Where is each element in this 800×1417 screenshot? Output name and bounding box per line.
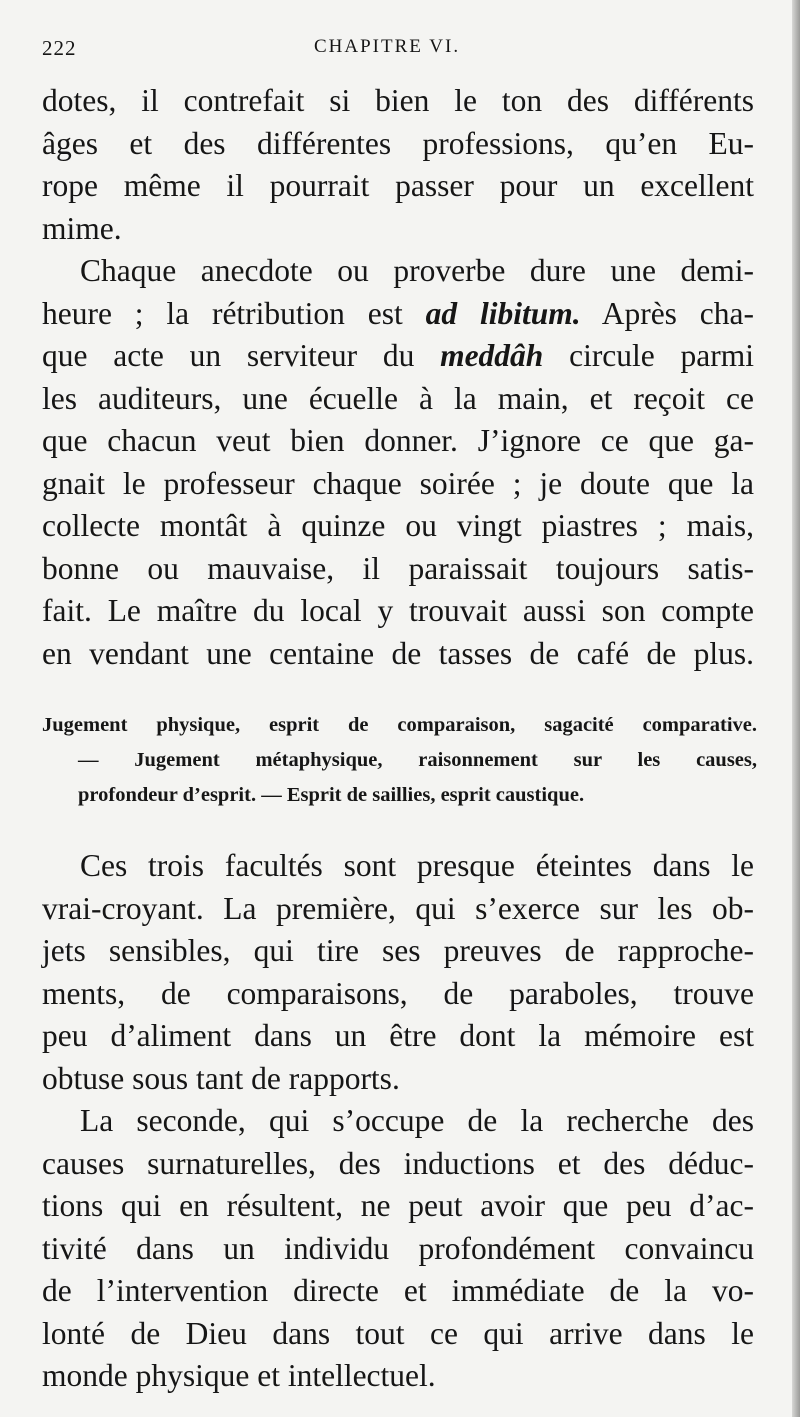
- text-line: dotes, il contrefait si bien le ton des différents: [42, 83, 754, 118]
- text-line: rope même il pourrait passer pour un excellent: [42, 168, 754, 203]
- paragraph-2: [42, 250, 754, 675]
- text-line: âges et des différentes professions, qu’en Eu-: [42, 125, 754, 161]
- text-span: que acte un serviteur du: [42, 338, 441, 373]
- text-line: Chaque anecdote ou proverbe dure une demi-: [80, 253, 754, 288]
- text-line: collecte montât à quinze ou vingt piastres ; mais,: [42, 508, 754, 543]
- text-line: causes surnaturelles, des inductions et des déduc-: [42, 1145, 754, 1181]
- summary-line: profondeur d’esprit. — Esprit de saillies, esprit caustique.: [78, 784, 585, 806]
- text-line: les auditeurs, une écuelle à la main, et reçoit ce: [42, 380, 754, 416]
- text-line: monde physique et intellectuel.: [42, 1358, 436, 1393]
- text-line: [42, 335, 754, 378]
- text-line: obtuse sous tant de rapports.: [42, 1060, 400, 1096]
- text-span: heure ; la rétribution est: [42, 295, 426, 331]
- text-line: tions qui en résultent, ne peut avoir que peu d’ac-: [42, 1188, 754, 1223]
- paragraph-3: [42, 845, 754, 1100]
- text-line: gnait le professeur chaque soirée ; je doute que la: [42, 465, 754, 501]
- text-line: que chacun veut bien donner. J’ignore ce que ga-: [42, 423, 754, 458]
- text-line: bonne ou mauvaise, il paraissait toujours satis-: [42, 550, 754, 586]
- page-number: 222: [42, 36, 77, 60]
- italic-term: meddâh: [440, 338, 544, 373]
- text-line: peu d’aliment dans un être dont la mémoire est: [42, 1018, 754, 1053]
- running-head: CHAPITRE VI.: [314, 36, 461, 57]
- text-line: tivité dans un individu profondément convaincu: [42, 1230, 754, 1266]
- text-line: de l’intervention directe et immédiate de la vo-: [42, 1273, 754, 1308]
- text-line: mime.: [42, 210, 122, 246]
- text-line: jets sensibles, qui tire ses preuves de rapproche-: [42, 933, 754, 968]
- page-edge: [792, 0, 800, 1417]
- paragraph-1: [42, 80, 754, 250]
- summary-line: — Jugement métaphysique, raisonnement sur les causes,: [78, 749, 757, 771]
- text-line: [42, 293, 754, 336]
- text-span: circule parmi: [543, 338, 754, 373]
- text-span: Après cha-: [580, 295, 754, 331]
- summary-line: Jugement physique, esprit de comparaison, sagacité comparative.: [42, 714, 757, 736]
- italic-term: ad libitum.: [425, 295, 581, 331]
- paragraph-4: [42, 1100, 754, 1398]
- text-line: lonté de Dieu dans tout ce qui arrive dans le: [42, 1315, 754, 1351]
- page-header: [42, 36, 762, 70]
- text-line: Ces trois facultés sont presque éteintes dans le: [80, 848, 754, 883]
- text-line: vrai-croyant. La première, qui s’exerce sur les ob-: [42, 890, 754, 926]
- section-summary: [42, 708, 757, 813]
- text-line: fait. Le maître du local y trouvait aussi son compte: [42, 593, 754, 628]
- text-line: La seconde, qui s’occupe de la recherche des: [80, 1103, 754, 1138]
- text-line: ments, de comparaisons, de paraboles, trouve: [42, 975, 754, 1011]
- text-line: en vendant une centaine de tasses de café de plus.: [42, 635, 754, 671]
